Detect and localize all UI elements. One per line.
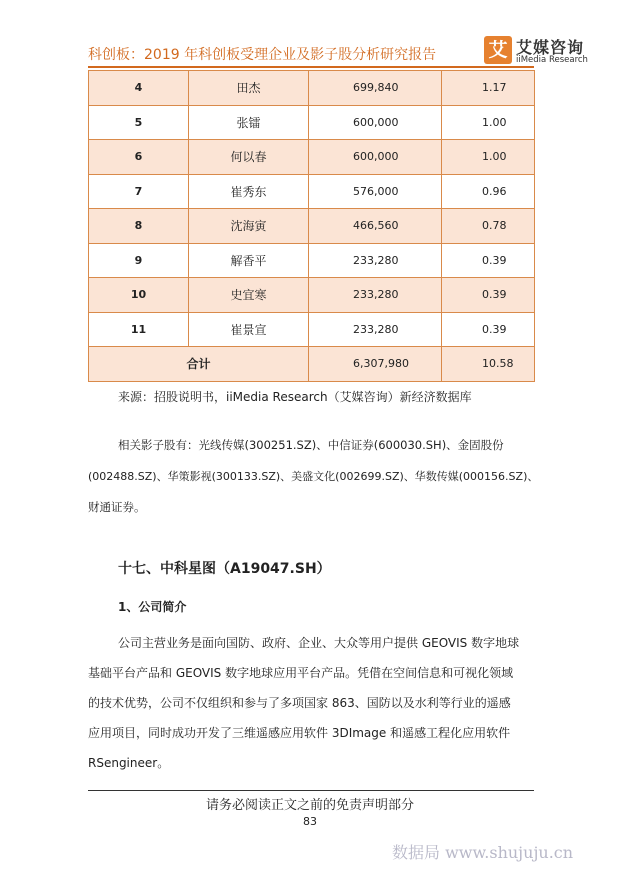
paragraph-line: 公司主营业务是面向国防、政府、企业、大众等用户提供 GEOVIS 数字地球 bbox=[118, 636, 520, 650]
report-title: 科创板：2019 年科创板受理企业及影子股分析研究报告 bbox=[88, 47, 437, 63]
percent-cell: 0.39 bbox=[442, 243, 535, 278]
percent-cell: 1.00 bbox=[442, 105, 535, 140]
logo-mark-icon: 艾 bbox=[484, 36, 512, 64]
percent-cell: 0.96 bbox=[442, 174, 535, 209]
shares-cell: 233,280 bbox=[309, 243, 442, 278]
page-number: 83 bbox=[303, 815, 317, 828]
table-row bbox=[89, 278, 535, 313]
shareholder-table-body bbox=[89, 71, 535, 382]
section-subtitle: 1、公司简介 bbox=[118, 600, 187, 614]
name-cell: 沈海寅 bbox=[189, 209, 309, 244]
footer-disclaimer: 请务必阅读正文之前的免责声明部分 bbox=[205, 798, 414, 813]
table-source: 来源：招股说明书，iiMedia Research（艾媒咨询）新经济数据库 bbox=[118, 390, 472, 404]
total-label: 合计 bbox=[89, 347, 309, 382]
shares-cell: 600,000 bbox=[309, 140, 442, 175]
rank-cell: 4 bbox=[89, 71, 189, 106]
shares-cell: 233,280 bbox=[309, 312, 442, 347]
rank-cell: 6 bbox=[89, 140, 189, 175]
total-shares: 6,307,980 bbox=[309, 347, 442, 382]
table-row bbox=[89, 71, 535, 106]
related-stocks-line: 相关影子股有：光线传媒(300251.SZ)、中信证券(600030.SH)、金固股份 bbox=[118, 438, 504, 452]
related-stocks-line: (002488.SZ)、华策影视(300133.SZ)、美盛文化(002699.SZ)、华数传媒(000156.SZ)、 bbox=[88, 470, 539, 483]
shares-cell: 699,840 bbox=[309, 71, 442, 106]
section-title: 十七、中科星图（A19047.SH） bbox=[118, 561, 331, 577]
name-cell: 张镭 bbox=[189, 105, 309, 140]
company-intro-paragraph bbox=[88, 628, 538, 778]
total-percent: 10.58 bbox=[442, 347, 535, 382]
name-cell: 史宜寒 bbox=[189, 278, 309, 313]
paragraph-line: 的技术优势，公司不仅组织和参与了多项国家 863、国防以及水利等行业的遥感 bbox=[88, 696, 511, 710]
footer-divider bbox=[88, 790, 534, 791]
name-cell: 何以春 bbox=[189, 140, 309, 175]
rank-cell: 10 bbox=[89, 278, 189, 313]
shares-cell: 233,280 bbox=[309, 278, 442, 313]
shares-cell: 600,000 bbox=[309, 105, 442, 140]
paragraph-line: 基础平台产品和 GEOVIS 数字地球应用平台产品。凭借在空间信息和可视化领域 bbox=[88, 666, 514, 680]
shares-cell: 576,000 bbox=[309, 174, 442, 209]
name-cell: 解香平 bbox=[189, 243, 309, 278]
rank-cell: 7 bbox=[89, 174, 189, 209]
percent-cell: 0.39 bbox=[442, 312, 535, 347]
paragraph-line: 应用项目，同时成功开发了三维遥感应用软件 3DImage 和遥感工程化应用软件 bbox=[88, 726, 511, 740]
rank-cell: 9 bbox=[89, 243, 189, 278]
shares-cell: 466,560 bbox=[309, 209, 442, 244]
table-row bbox=[89, 243, 535, 278]
related-stocks-line: 财通证券。 bbox=[88, 500, 146, 514]
logo-name: 艾媒咨询 bbox=[516, 38, 585, 57]
percent-cell: 1.00 bbox=[442, 140, 535, 175]
shareholder-table bbox=[88, 70, 535, 382]
paragraph-line: RSengineer。 bbox=[88, 756, 170, 770]
table-row bbox=[89, 174, 535, 209]
rank-cell: 8 bbox=[89, 209, 189, 244]
watermark: 数据局 www.shujuju.cn bbox=[392, 843, 574, 862]
rank-cell: 11 bbox=[89, 312, 189, 347]
name-cell: 崔景宣 bbox=[189, 312, 309, 347]
percent-cell: 0.78 bbox=[442, 209, 535, 244]
page-header bbox=[0, 0, 620, 74]
table-row bbox=[89, 140, 535, 175]
header-divider bbox=[88, 66, 534, 68]
rank-cell: 5 bbox=[89, 105, 189, 140]
related-stocks bbox=[88, 430, 539, 523]
table-row bbox=[89, 209, 535, 244]
table-row bbox=[89, 312, 535, 347]
table-total-row bbox=[89, 347, 535, 382]
table-row bbox=[89, 105, 535, 140]
iimedia-logo bbox=[484, 36, 594, 68]
name-cell: 田杰 bbox=[189, 71, 309, 106]
percent-cell: 0.39 bbox=[442, 278, 535, 313]
name-cell: 崔秀东 bbox=[189, 174, 309, 209]
logo-subtitle: iiMedia Research bbox=[516, 55, 588, 65]
percent-cell: 1.17 bbox=[442, 71, 535, 106]
